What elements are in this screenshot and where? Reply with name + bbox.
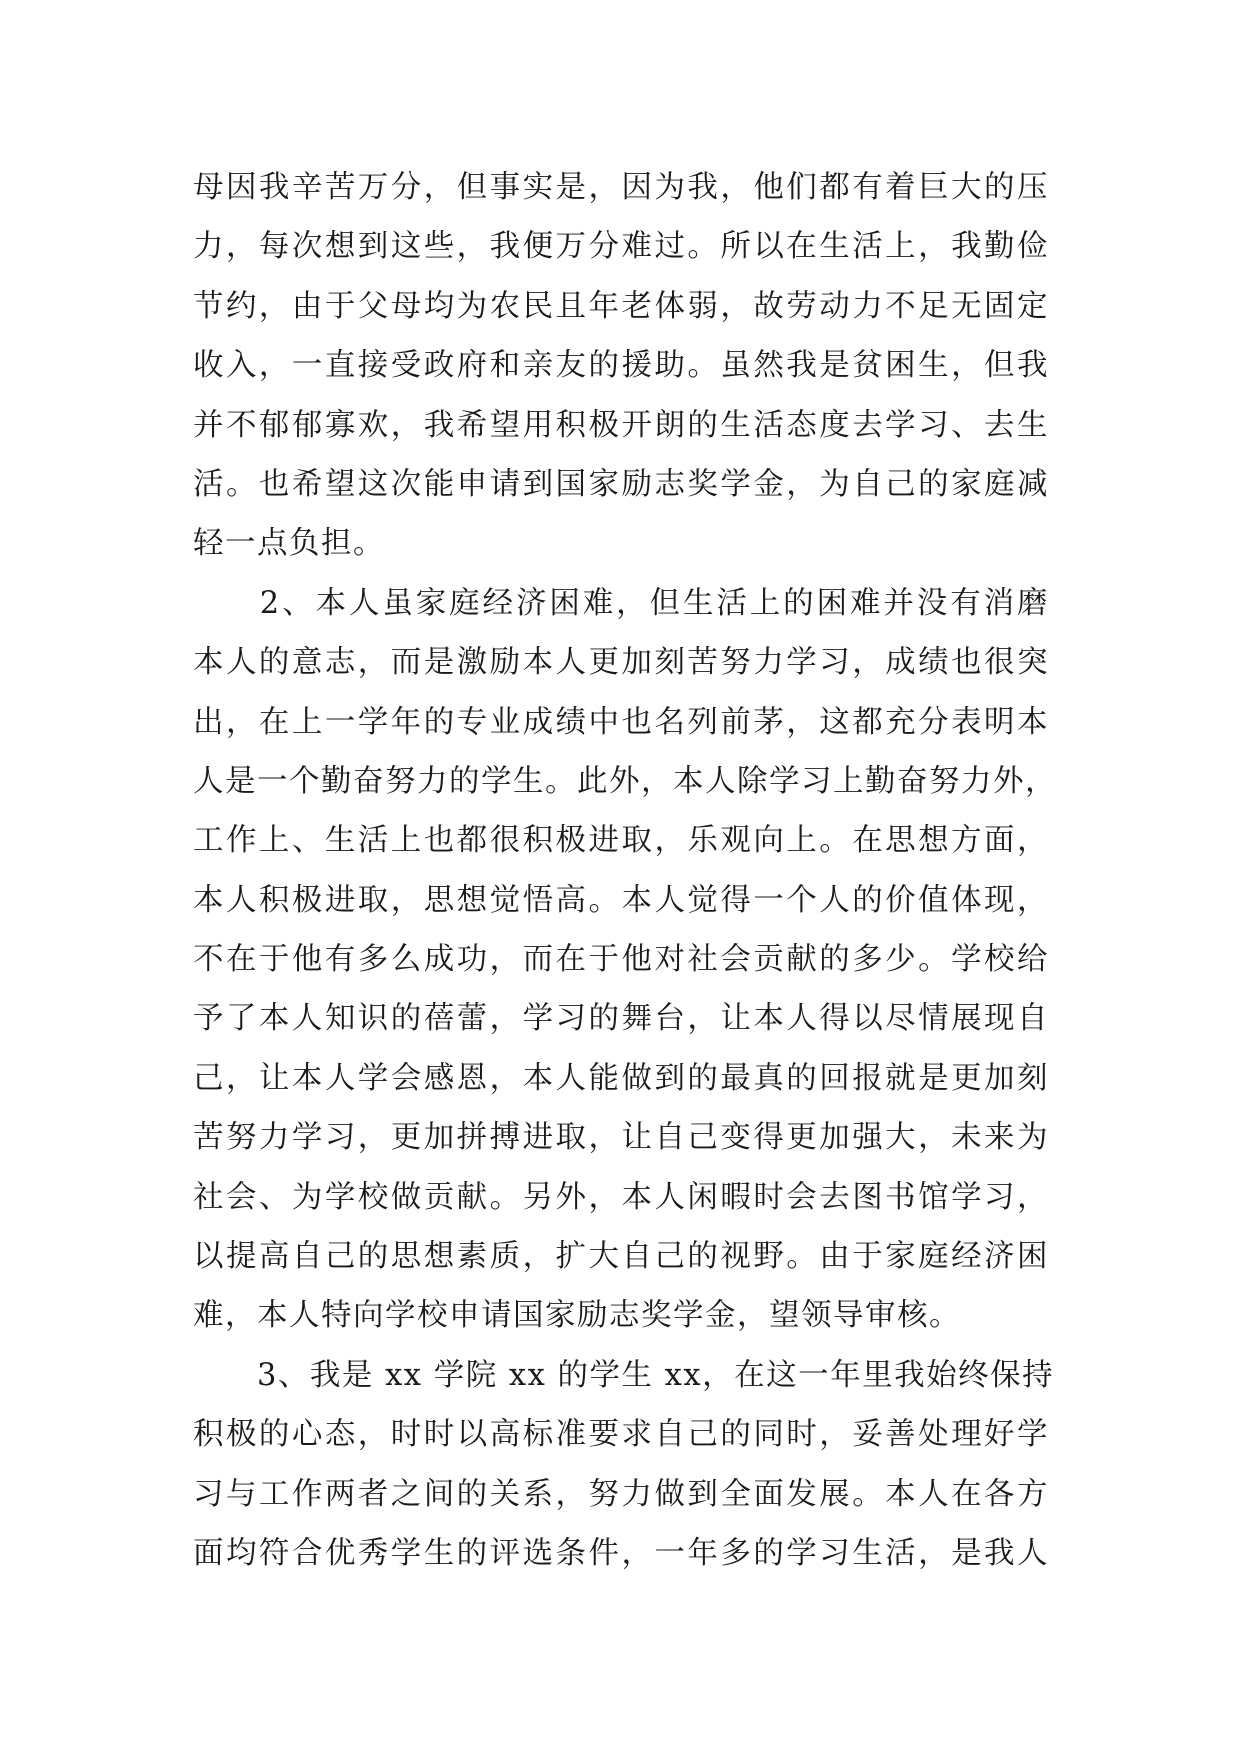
text-line: 己，让本人学会感恩，本人能做到的最真的回报就是更加刻	[193, 1060, 1049, 1096]
text-line: 不在于他有多么成功，而在于他对社会贡献的多少。学校给	[193, 942, 1049, 978]
text-line: 母因我辛苦万分，但事实是，因为我，他们都有着巨大的压	[193, 170, 1049, 205]
text-line: 予了本人知识的蓓蕾，学习的舞台，让本人得以尽情展现自	[193, 1001, 1049, 1037]
text-line: 苦努力学习，更加拼搏进取，让自己变得更加强大，未来为	[193, 1120, 1049, 1156]
text-line: 社会、为学校做贡献。另外，本人闲暇时会去图书馆学习，	[193, 1179, 1049, 1215]
text-line: 并不郁郁寡欢，我希望用积极开朗的生活态度去学习、去生	[193, 407, 1049, 443]
text-line: 本人积极进取，思想觉悟高。本人觉得一个人的价值体现，	[193, 882, 1049, 918]
text-line: 活。也希望这次能申请到国家励志奖学金，为自己的家庭减	[193, 466, 1049, 502]
text-line: 3、我是 xx 学院 xx 的学生 xx，在这一年里我始终保持	[193, 1357, 1055, 1393]
body-text	[193, 158, 1057, 1583]
text-line: 本人的意志，而是激励本人更加刻苦努力学习，成绩也很突	[193, 645, 1049, 681]
text-line: 人是一个勤奋努力的学生。此外，本人除学习上勤奋努力外，	[193, 763, 1057, 799]
text-line: 出，在上一学年的专业成绩中也名列前茅，这都充分表明本	[193, 704, 1049, 740]
text-line: 难，本人特向学校申请国家励志奖学金，望领导审核。	[193, 1298, 961, 1334]
text-line: 积极的心态，时时以高标准要求自己的同时，妥善处理好学	[193, 1417, 1049, 1453]
text-line: 以提高自己的思想素质，扩大自己的视野。由于家庭经济困	[193, 1239, 1049, 1275]
text-line: 收入，一直接受政府和亲友的援助。虽然我是贫困生，但我	[193, 348, 1049, 384]
text-line: 节约，由于父母均为农民且年老体弱，故劳动力不足无固定	[193, 288, 1049, 324]
text-line: 工作上、生活上也都很积极进取，乐观向上。在思想方面，	[193, 823, 1049, 859]
text-line: 2、本人虽家庭经济困难，但生活上的困难并没有消磨	[193, 585, 1049, 621]
text-line: 力，每次想到这些，我便万分难过。所以在生活上，我勤俭	[193, 229, 1049, 265]
text-line: 面均符合优秀学生的评选条件，一年多的学习生活，是我人	[193, 1535, 1049, 1571]
text-line: 轻一点负担。	[193, 526, 385, 562]
text-line: 习与工作两者之间的关系，努力做到全面发展。本人在各方	[193, 1476, 1049, 1512]
